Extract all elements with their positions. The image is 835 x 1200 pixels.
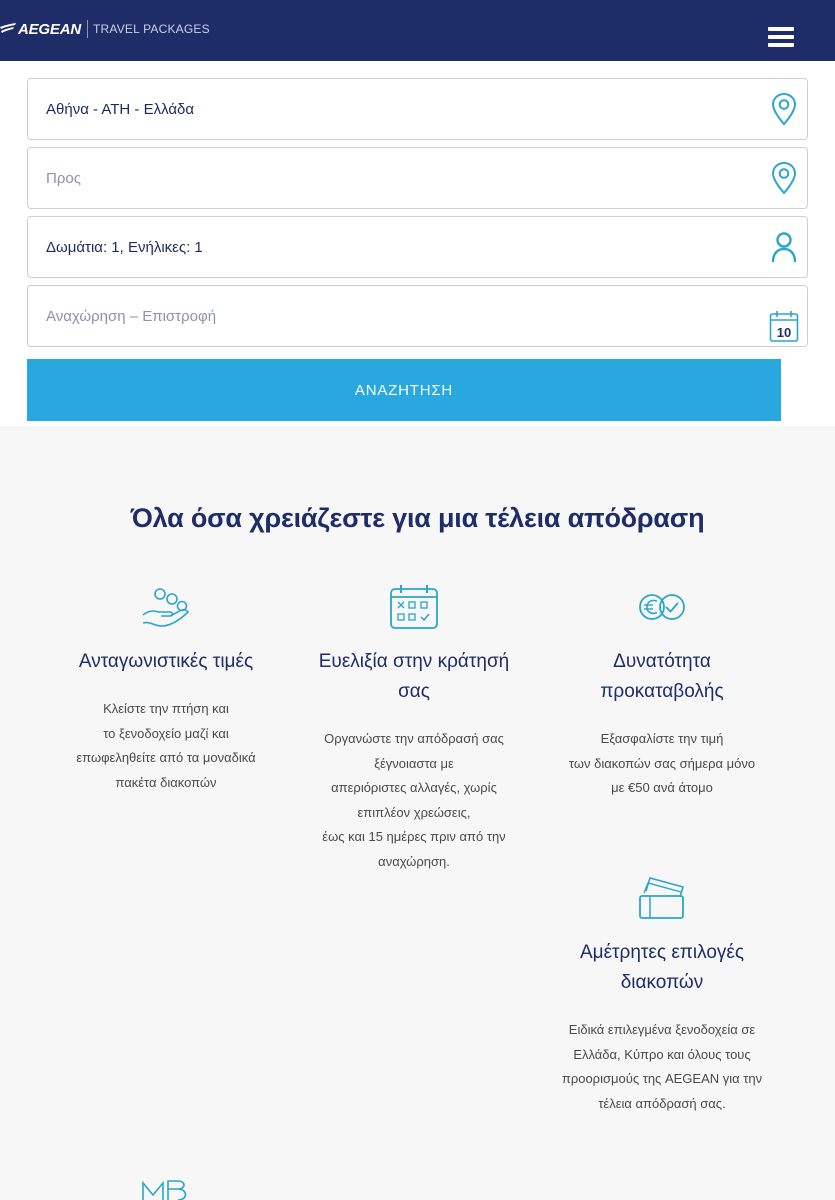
aegean-wing-icon: [0, 22, 16, 36]
search-button[interactable]: ΑΝΑΖΗΤΗΣΗ: [27, 359, 781, 421]
logo-brand-text: AEGEAN: [18, 20, 81, 38]
feature-title: Ευελιξία στην κράτησή σας: [318, 651, 510, 702]
location-pin-icon: [769, 92, 799, 126]
calendar-day: 10: [776, 325, 792, 340]
origin-value: Αθήνα - ΑΤΗ - Ελλάδα: [46, 100, 195, 118]
calendar-icon: [769, 309, 799, 343]
feature-options: [532, 874, 792, 1116]
tickets-icon: [637, 875, 687, 921]
search-form: [0, 61, 835, 426]
feature-title: Δυνατότητα προκαταβολής: [600, 651, 724, 702]
origin-field[interactable]: [27, 78, 808, 140]
partner-logo-icon: [140, 1175, 192, 1200]
feature-title: Αμέτρητες επιλογές διακοπών: [579, 942, 745, 993]
feature-competitive-prices: [36, 583, 296, 795]
guests-value: Δωμάτια: 1, Ενήλικες: 1: [46, 238, 203, 256]
feature-description: Οργανώστε την απόδρασή σας ξέγνοιαστα με απεριόριστες αλλαγές, χωρίς επιπλέον χρεώσεις, έως και 15 ημέρες πριν από την αναχώρηση.: [322, 731, 506, 869]
section-title: Όλα όσα χρειάζεστε για μια τέλεια απόδραση: [130, 503, 705, 533]
euro-check-icon: [637, 592, 687, 622]
feature-deposit: [532, 583, 792, 801]
hamburger-menu-icon[interactable]: [768, 27, 794, 49]
aegean-logo[interactable]: [0, 19, 210, 39]
calendar-check-icon: [389, 584, 439, 630]
feature-description: Εξασφαλίστε την τιμή των διακοπών σας σήμερα μόνο με €50 ανά άτομο: [568, 731, 756, 795]
dates-field[interactable]: [27, 285, 808, 347]
feature-description: Ειδικά επιλεγμένα ξενοδοχεία σε Ελλάδα, Κύπρο και όλους τους προορισμούς της AEGEAN για την τέλεια απόδρασή σας.: [561, 1022, 763, 1111]
destination-field[interactable]: [27, 147, 808, 209]
location-pin-icon: [769, 161, 799, 195]
guests-field[interactable]: [27, 216, 808, 278]
logo-divider: [87, 20, 88, 38]
top-header: [0, 0, 835, 61]
person-icon: [769, 230, 799, 264]
dates-placeholder: Αναχώρηση – Επιστροφή: [46, 307, 217, 325]
hand-coins-icon: [140, 585, 192, 629]
destination-placeholder: Προς: [46, 169, 81, 187]
feature-flexibility: [284, 583, 544, 874]
logo-subtitle: TRAVEL PACKAGES: [92, 22, 210, 36]
feature-title: Ανταγωνιστικές τιμές: [78, 651, 254, 672]
feature-description: Κλείστε την πτήση και το ξενοδοχείο μαζί και επωφεληθείτε από τα μοναδικά πακέτα διακοπών: [76, 701, 256, 790]
